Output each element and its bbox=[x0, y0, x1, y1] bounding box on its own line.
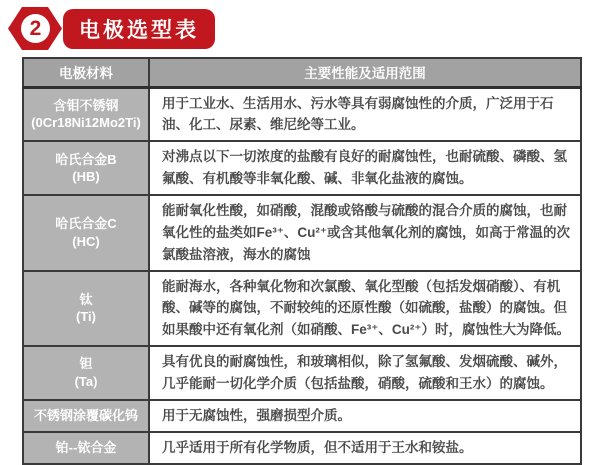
table-row bbox=[23, 271, 581, 347]
material-name: 钽 bbox=[79, 356, 93, 372]
material-name: 钛 bbox=[79, 291, 93, 307]
section-number-badge bbox=[7, 6, 63, 51]
material-name: 不锈钢涂覆碳化钨 bbox=[33, 407, 138, 423]
material-cell bbox=[23, 195, 149, 271]
material-code: (Ti) bbox=[76, 309, 96, 325]
material-cell bbox=[23, 346, 149, 400]
material-code: (Ta) bbox=[74, 373, 98, 389]
table-row bbox=[23, 141, 581, 195]
material-cell bbox=[23, 141, 149, 195]
table-row bbox=[23, 346, 581, 400]
electrode-selection-table bbox=[22, 57, 582, 465]
material-cell bbox=[23, 87, 149, 141]
table-row bbox=[23, 400, 581, 432]
page-title: 电极选型表 bbox=[63, 9, 215, 49]
description-cell: 用于工业水、生活用水、污水等具有弱腐蚀性的介质，广泛用于石油、化工、尿素、维尼纶等工业。 bbox=[149, 87, 581, 141]
header-performance: 主要性能及适用范围 bbox=[149, 58, 581, 87]
table-row bbox=[23, 432, 581, 464]
description-cell: 对沸点以下一切浓度的盐酸有良好的耐腐蚀性，也耐硫酸、磷酸、氢氟酸、有机酸等非氧化酸、碱、非氧化盐液的腐蚀。 bbox=[149, 141, 581, 195]
material-name: 含钼不锈钢 bbox=[53, 97, 119, 113]
material-name: 铂--铱合金 bbox=[55, 439, 117, 455]
material-name: 哈氏合金B bbox=[55, 151, 117, 167]
description-cell: 几乎适用于所有化学物质，但不适用于王水和铵盐。 bbox=[149, 432, 581, 464]
description-cell: 能耐海水，各种氧化物和次氯酸、氧化型酸（包括发烟硝酸）、有机酸、碱等的腐蚀，不耐较纯的还原性酸（如硫酸，盐酸）的腐蚀。但如果酸中还有氧化剂（如硝酸、Fe³⁺、Cu²⁺）时，腐蚀性大为降低。 bbox=[149, 271, 581, 347]
description-cell: 能耐氧化性酸，如硝酸，混酸或铬酸与硫酸的混合介质的腐蚀，也耐氧化性的盐类如Fe³⁺、Cu²⁺或含其他氧化剂的腐蚀，如高于常温的次氯酸盐溶液，海水的腐蚀 bbox=[149, 195, 581, 271]
material-code: (HC) bbox=[72, 233, 100, 249]
material-cell bbox=[23, 400, 149, 432]
table-header-row bbox=[23, 58, 581, 87]
header-material: 电极材料 bbox=[23, 58, 149, 87]
material-code: (0Cr18Ni12Mo2Ti) bbox=[31, 115, 141, 131]
description-cell: 用于无腐蚀性，强磨损型介质。 bbox=[149, 400, 581, 432]
badge-number: 2 bbox=[21, 14, 50, 43]
table-row bbox=[23, 195, 581, 271]
material-cell bbox=[23, 432, 149, 464]
table-row bbox=[23, 87, 581, 141]
material-name: 哈氏合金C bbox=[55, 216, 117, 232]
material-code: (HB) bbox=[72, 169, 100, 185]
material-cell bbox=[23, 271, 149, 347]
description-cell: 具有优良的耐腐蚀性，和玻璃相似，除了氢氟酸、发烟硫酸、碱外，几乎能耐一切化学介质（包括盐酸，硝酸，硫酸和王水）的腐蚀。 bbox=[149, 346, 581, 400]
